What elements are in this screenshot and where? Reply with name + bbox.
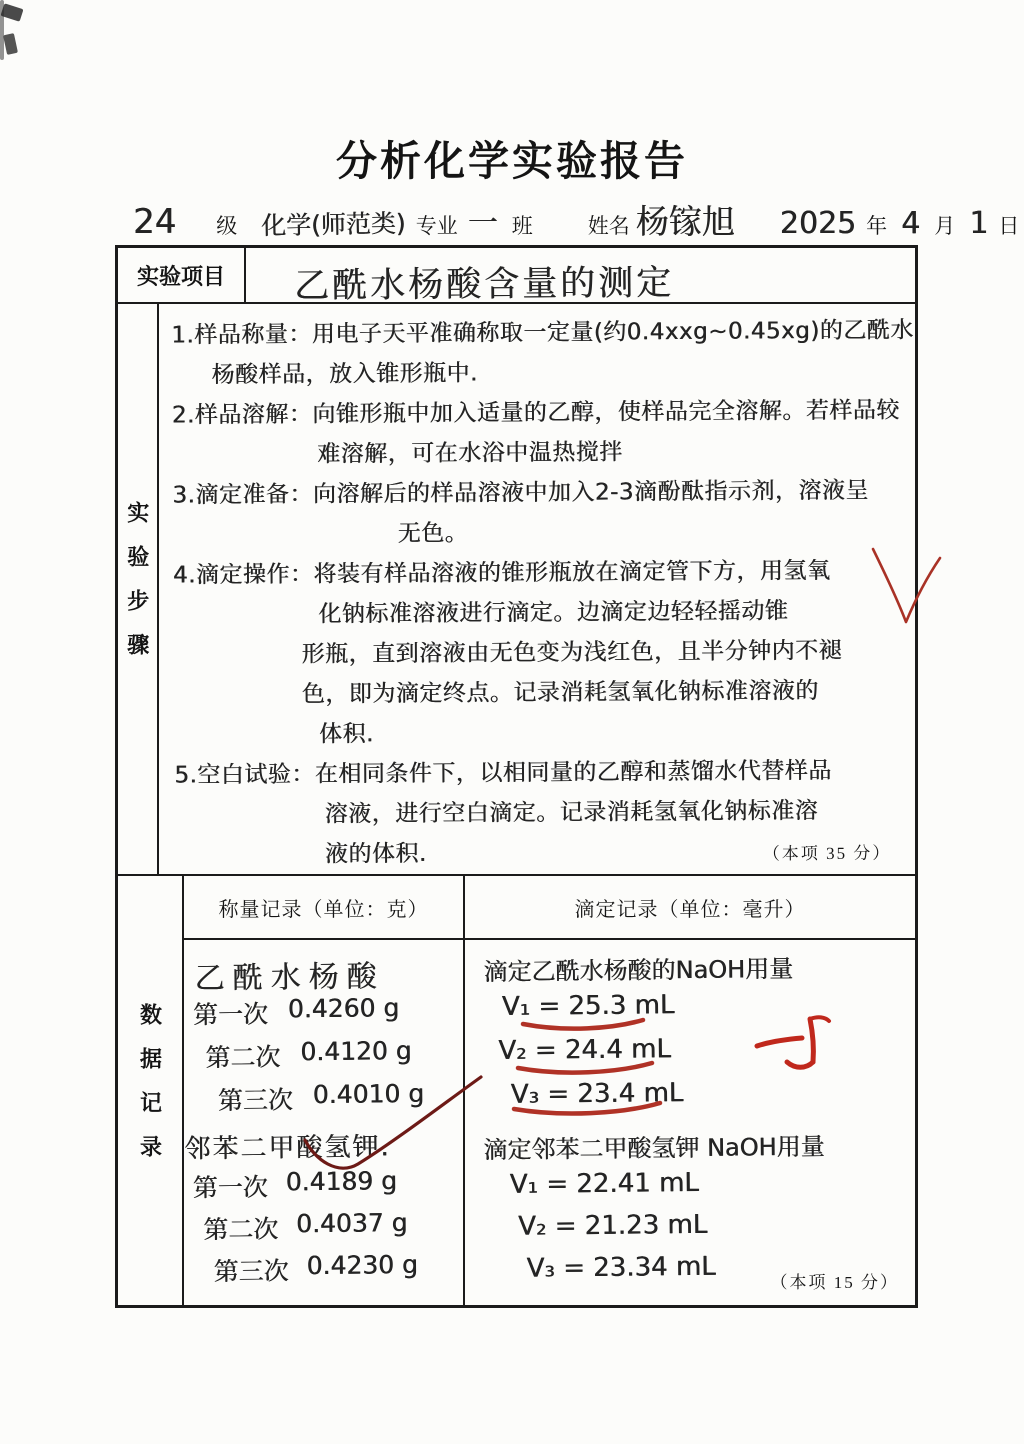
titration-column [465, 876, 915, 1305]
data-score-note: （本项 15 分） [770, 1273, 899, 1292]
name-value: 杨镓旭 [635, 202, 735, 241]
titration-value: V₃ = 23.34 mL [526, 1251, 716, 1284]
major-label: 专业 [415, 214, 458, 238]
titration-value: V₁ = 22.41 mL [509, 1167, 699, 1200]
weighing-trial: 第一次 0.4189 g [192, 1166, 398, 1203]
titration-value: V₁ = 25.3 mL [501, 990, 675, 1022]
titration-value: V₃ = 23.4 mL [510, 1078, 684, 1110]
report-table [115, 245, 918, 1308]
data-record-row [118, 876, 915, 1305]
weighing-header: 称量记录（单位：克） [184, 876, 463, 940]
weighing-trial: 第三次 0.4230 g [213, 1250, 418, 1287]
weighing-trial: 第二次 0.4037 g [202, 1208, 408, 1245]
titration-section1-title: 滴定乙酰水杨酸的NaOH用量 [483, 954, 794, 987]
class-value: 一 [467, 206, 498, 241]
titration-value: V₂ = 21.23 mL [517, 1209, 708, 1242]
weighing-trial: 第一次 0.4260 g [192, 993, 400, 1030]
step-line: 色，即为滴定终点。记录消耗氢氧化钠标准溶液的 [301, 678, 819, 708]
name-label: 姓名 [587, 214, 630, 238]
year-value: 2025 [779, 206, 857, 241]
step-line: 4.滴定操作：将装有样品溶液的锥形瓶放在滴定管下方，用氢氧 [172, 557, 830, 589]
student-info-line [133, 196, 1020, 243]
step-line: 液的体积. [324, 840, 427, 868]
day-value: 1 [969, 206, 989, 241]
steps-row [118, 304, 915, 876]
step-line: 1.样品称量：用电子天平准确称取一定量(约0.4xxg~0.45xg)的乙酰水 [170, 317, 914, 349]
titration-body [463, 938, 917, 1308]
step-line: 杨酸样品，放入锥形瓶中. [210, 360, 478, 389]
grade-label: 级 [216, 214, 238, 238]
step-line: 体积. [318, 721, 374, 748]
data-record-label: 数据记录 [118, 876, 184, 1305]
titration-value: V₂ = 24.4 mL [498, 1034, 671, 1067]
steps-content [157, 301, 917, 876]
step-line: 2.样品溶解：向锥形瓶中加入适量的乙醇，使样品完全溶解。若样品较 [171, 397, 900, 429]
year-label: 年 [866, 214, 888, 238]
steps-label: 实验步骤 [118, 304, 159, 874]
titration-section2-title: 滴定邻苯二甲酸氢钾 NaOH用量 [483, 1132, 825, 1165]
class-label: 班 [511, 214, 533, 238]
step-line: 溶液，进行空白滴定。记录消耗氢氧化钠标准溶 [323, 798, 818, 828]
step-line: 5.空白试验：在相同条件下，以相同量的乙醇和蒸馏水代替样品 [173, 757, 832, 789]
step-line: 3.滴定准备：向溶解后的样品溶液中加入2-3滴酚酞指示剂，溶液呈 [171, 477, 869, 509]
weighing-trial: 第三次 0.4010 g [217, 1078, 425, 1116]
step-line: 化钠标准溶液进行滴定。边滴定边轻轻摇动锥 [317, 598, 788, 628]
scan-artifact [3, 33, 18, 55]
weighing-column [184, 876, 465, 1305]
weighing-sample2-title: 邻苯二甲酸氢钾. [184, 1132, 391, 1165]
project-row [118, 248, 915, 307]
titration-header: 滴定记录（单位：毫升） [465, 876, 915, 940]
project-label: 实验项目 [118, 248, 246, 302]
page-title: 分析化学实验报告 [336, 138, 688, 184]
grade-value: 24 [133, 202, 177, 242]
weighing-body [182, 939, 465, 1307]
month-value: 4 [901, 206, 921, 241]
month-label: 月 [934, 214, 956, 238]
scan-artifact [0, 0, 4, 60]
step-line: 形瓶，直到溶液由无色变为浅红色，且半分钟内不褪 [300, 637, 842, 668]
day-label: 日 [998, 214, 1020, 238]
steps-score-note: （本项 35 分） [762, 843, 891, 864]
step-line: 难溶解，可在水浴中温热搅拌 [316, 439, 623, 468]
weighing-sample1-title: 乙酰水杨酸 [194, 959, 385, 997]
project-value: 乙酰水杨酸含量的测定 [293, 263, 675, 307]
weighing-trial: 第二次 0.4120 g [205, 1036, 412, 1073]
step-line: 无色。 [397, 520, 468, 547]
major-value: 化学(师范类) [261, 208, 407, 241]
